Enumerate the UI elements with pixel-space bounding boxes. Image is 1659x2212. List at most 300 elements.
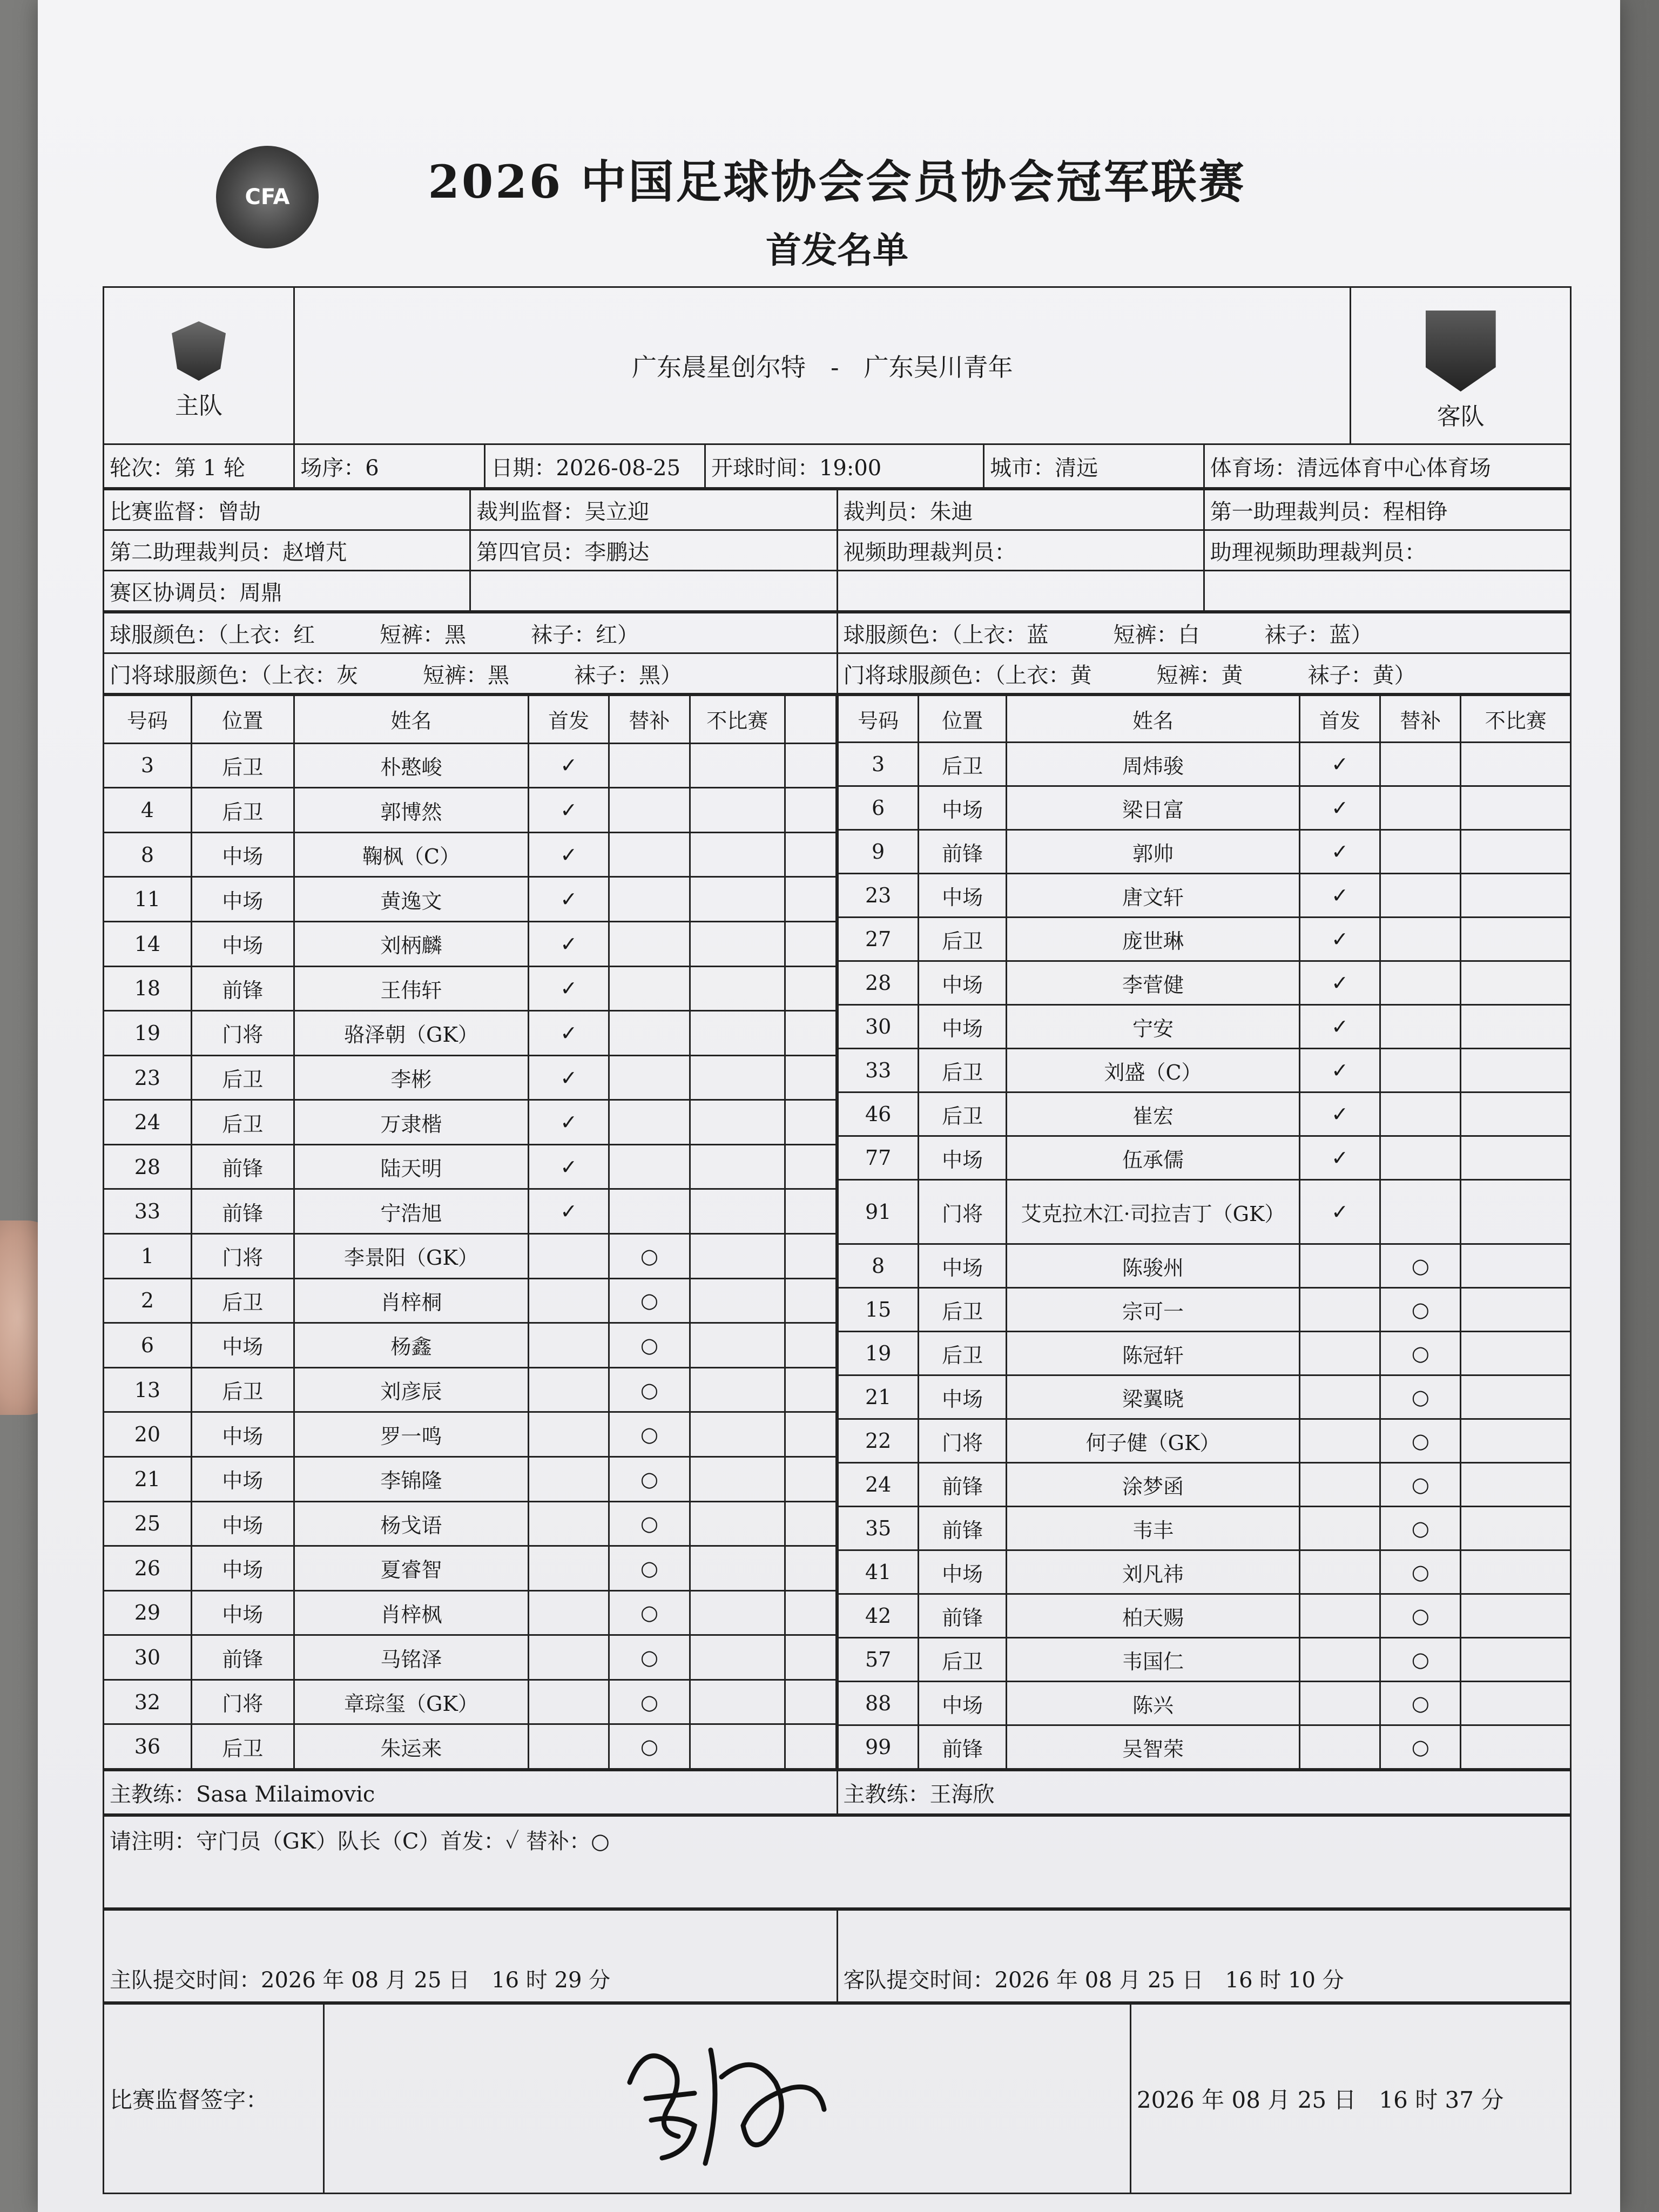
player-position: 后卫 — [919, 1092, 1007, 1136]
player-position: 后卫 — [191, 1724, 294, 1769]
player-position: 后卫 — [919, 1288, 1007, 1332]
player-row — [104, 832, 837, 877]
not-playing-cell — [1461, 918, 1571, 961]
player-name: 鞠枫（C） — [294, 832, 528, 877]
player-position: 中场 — [191, 832, 294, 877]
not-playing-cell — [690, 1590, 785, 1635]
player-position: 中场 — [191, 922, 294, 967]
sub-mark — [609, 966, 690, 1011]
starter-mark: ✓ — [1299, 1136, 1380, 1180]
player-name: 肖梓枫 — [294, 1590, 528, 1635]
player-number: 3 — [104, 743, 192, 788]
sub-mark: ○ — [1380, 1332, 1461, 1375]
sub-mark — [609, 1189, 690, 1234]
player-name: 万隶楷 — [294, 1100, 528, 1145]
player-position: 门将 — [191, 1011, 294, 1056]
sub-mark — [1380, 1092, 1461, 1136]
not-playing-cell — [690, 1323, 785, 1368]
sub-mark — [1380, 1180, 1461, 1244]
sub-mark: ○ — [1380, 1682, 1461, 1725]
player-row — [838, 1463, 1571, 1507]
sub-mark: ○ — [1380, 1594, 1461, 1638]
not-playing-cell — [1461, 1180, 1571, 1244]
not-playing-cell — [690, 1055, 785, 1100]
first-assistant: 第一助理裁判员：程相铮 — [1204, 490, 1570, 530]
sub-mark — [609, 1100, 690, 1145]
sub-mark: ○ — [609, 1456, 690, 1501]
player-name: 陈骏州 — [1007, 1244, 1300, 1288]
page-subtitle: 首发名单 — [766, 229, 908, 271]
player-name: 韦丰 — [1007, 1507, 1300, 1550]
player-name: 李景阳（GK） — [294, 1234, 528, 1279]
player-row — [838, 1682, 1571, 1725]
title-block — [103, 124, 1572, 286]
player-position: 后卫 — [919, 918, 1007, 961]
col-not-playing: 不比赛 — [1461, 696, 1571, 743]
player-name: 宗可一 — [1007, 1288, 1300, 1332]
col-starter: 首发 — [1299, 696, 1380, 743]
player-position: 中场 — [919, 1244, 1007, 1288]
col-sub: 替补 — [1380, 696, 1461, 743]
starter-mark: ✓ — [1299, 1049, 1380, 1092]
player-row — [104, 877, 837, 922]
player-row — [838, 961, 1571, 1005]
player-number: 29 — [104, 1590, 192, 1635]
player-position: 门将 — [919, 1419, 1007, 1463]
player-position: 中场 — [191, 1412, 294, 1457]
match-number: 场序：6 — [294, 444, 485, 488]
player-row — [838, 874, 1571, 918]
player-number: 57 — [838, 1638, 919, 1682]
starter-mark — [1299, 1244, 1380, 1288]
spacer-cell — [785, 788, 836, 833]
not-playing-cell — [690, 1546, 785, 1591]
player-name: 章琮玺（GK） — [294, 1680, 528, 1724]
starter-mark: ✓ — [529, 1055, 609, 1100]
sub-mark: ○ — [1380, 1244, 1461, 1288]
player-number: 91 — [838, 1180, 919, 1244]
sub-mark — [1380, 743, 1461, 786]
player-row — [838, 1594, 1571, 1638]
note-table — [103, 1815, 1572, 1909]
spacer-cell — [785, 1278, 836, 1323]
sub-mark: ○ — [1380, 1725, 1461, 1769]
player-row — [838, 1507, 1571, 1550]
player-position: 中场 — [191, 877, 294, 922]
sub-mark: ○ — [1380, 1638, 1461, 1682]
spacer-cell — [785, 1680, 836, 1724]
stadium: 体育场：清远体育中心体育场 — [1204, 444, 1570, 488]
spacer-cell — [785, 743, 836, 788]
player-row — [838, 1136, 1571, 1180]
player-name: 朴憨峻 — [294, 743, 528, 788]
player-row — [104, 1278, 837, 1323]
player-name: 杨戈语 — [294, 1501, 528, 1546]
player-number: 77 — [838, 1136, 919, 1180]
player-number: 26 — [104, 1546, 192, 1591]
player-number: 18 — [104, 966, 192, 1011]
player-row — [838, 1180, 1571, 1244]
player-position: 后卫 — [191, 1055, 294, 1100]
player-row — [104, 1546, 837, 1591]
player-name: 梁日富 — [1007, 786, 1300, 830]
player-number: 11 — [104, 877, 192, 922]
spacer-cell — [785, 1323, 836, 1368]
starter-mark — [1299, 1463, 1380, 1507]
player-position: 中场 — [919, 961, 1007, 1005]
sub-mark: ○ — [609, 1635, 690, 1680]
spacer-cell — [785, 966, 836, 1011]
starter-mark — [529, 1412, 609, 1457]
starter-mark — [1299, 1375, 1380, 1419]
not-playing-cell — [690, 832, 785, 877]
player-row — [838, 1092, 1571, 1136]
empty-cell — [837, 571, 1204, 611]
player-name: 陆天明 — [294, 1144, 528, 1189]
player-row — [838, 1375, 1571, 1419]
player-position: 后卫 — [919, 1332, 1007, 1375]
player-number: 3 — [838, 743, 919, 786]
not-playing-cell — [690, 1412, 785, 1457]
player-row — [104, 1456, 837, 1501]
player-row — [104, 1501, 837, 1546]
player-number: 33 — [104, 1189, 192, 1234]
sub-mark — [609, 788, 690, 833]
player-row — [104, 1189, 837, 1234]
player-name: 郭帅 — [1007, 830, 1300, 874]
referee: 裁判员：朱迪 — [837, 490, 1204, 530]
player-number: 20 — [104, 1412, 192, 1457]
player-name: 柏天赐 — [1007, 1594, 1300, 1638]
player-position: 中场 — [919, 1682, 1007, 1725]
sub-mark: ○ — [609, 1234, 690, 1279]
spacer-cell — [785, 1590, 836, 1635]
player-name: 艾克拉木江·司拉吉丁（GK） — [1007, 1180, 1300, 1244]
empty-cell — [1204, 571, 1570, 611]
legend-note: 请注明：守门员（GK）队长（C）首发：✓ 替补：○ — [104, 1816, 1571, 1908]
spacer-cell — [785, 877, 836, 922]
not-playing-cell — [690, 1011, 785, 1056]
player-row — [104, 1680, 837, 1724]
starter-mark: ✓ — [529, 1189, 609, 1234]
not-playing-cell — [690, 1100, 785, 1145]
signature-area — [323, 2004, 1130, 2194]
not-playing-cell — [1461, 1550, 1571, 1594]
sub-mark — [609, 877, 690, 922]
player-name: 郭博然 — [294, 788, 528, 833]
player-number: 2 — [104, 1278, 192, 1323]
document-body — [103, 124, 1572, 2194]
starter-mark: ✓ — [1299, 874, 1380, 918]
player-number: 14 — [104, 922, 192, 967]
not-playing-cell — [690, 922, 785, 967]
sub-mark: ○ — [609, 1278, 690, 1323]
not-playing-cell — [1461, 1005, 1571, 1049]
sub-mark: ○ — [609, 1501, 690, 1546]
col-position: 位置 — [191, 696, 294, 744]
player-position: 前锋 — [919, 1463, 1007, 1507]
player-number: 36 — [104, 1724, 192, 1769]
spacer-cell — [785, 1011, 836, 1056]
player-number: 21 — [104, 1456, 192, 1501]
player-position: 中场 — [919, 1136, 1007, 1180]
player-row — [838, 1049, 1571, 1092]
spacer-cell — [785, 1635, 836, 1680]
sub-mark: ○ — [1380, 1288, 1461, 1332]
not-playing-cell — [690, 1189, 785, 1234]
sub-mark: ○ — [609, 1323, 690, 1368]
not-playing-cell — [1461, 874, 1571, 918]
player-name: 陈兴 — [1007, 1682, 1300, 1725]
match-name: 广东晨星创尔特 - 广东吴川青年 — [294, 287, 1351, 444]
home-kit: 球服颜色：（上衣：红 短裤：黑 袜子：红） — [104, 613, 838, 653]
sub-mark: ○ — [1380, 1419, 1461, 1463]
player-number: 30 — [104, 1635, 192, 1680]
player-name: 何子健（GK） — [1007, 1419, 1300, 1463]
away-team-cell — [1351, 287, 1571, 444]
home-gk-kit: 门将球服颜色：（上衣：灰 短裤：黑 袜子：黑） — [104, 653, 838, 694]
starter-mark: ✓ — [1299, 1180, 1380, 1244]
match-supervisor: 比赛监督：曾劼 — [104, 490, 470, 530]
player-row — [104, 922, 837, 967]
player-row — [104, 1635, 837, 1680]
away-submit-time: 客队提交时间：2026 年 08 月 25 日 16 时 10 分 — [837, 1910, 1571, 2002]
spacer-cell — [785, 922, 836, 967]
not-playing-cell — [1461, 1463, 1571, 1507]
fourth-official: 第四官员：李鹏达 — [470, 530, 837, 571]
spacer-cell — [785, 1412, 836, 1457]
sub-mark: ○ — [1380, 1375, 1461, 1419]
player-name: 陈冠轩 — [1007, 1332, 1300, 1375]
player-name: 刘凡祎 — [1007, 1550, 1300, 1594]
col-number: 号码 — [104, 696, 192, 744]
sub-mark: ○ — [609, 1367, 690, 1412]
sub-mark: ○ — [1380, 1550, 1461, 1594]
away-coach: 主教练：王海欣 — [837, 1771, 1571, 1815]
player-name: 朱运来 — [294, 1724, 528, 1769]
home-roster-table — [103, 694, 837, 1770]
player-number: 19 — [838, 1332, 919, 1375]
player-position: 前锋 — [919, 1725, 1007, 1769]
sub-mark — [1380, 1136, 1461, 1180]
starter-mark — [1299, 1288, 1380, 1332]
sub-mark — [1380, 830, 1461, 874]
sub-mark — [1380, 961, 1461, 1005]
player-position: 后卫 — [191, 1100, 294, 1145]
player-number: 8 — [838, 1244, 919, 1288]
player-position: 中场 — [919, 874, 1007, 918]
not-playing-cell — [1461, 1507, 1571, 1550]
player-position: 后卫 — [919, 1049, 1007, 1092]
not-playing-cell — [1461, 1725, 1571, 1769]
player-number: 33 — [838, 1049, 919, 1092]
page-title: 2026 中国足球协会会员协会冠军联赛 — [428, 155, 1246, 208]
home-submit-time: 主队提交时间：2026 年 08 月 25 日 16 时 29 分 — [104, 1910, 838, 2002]
player-position: 前锋 — [919, 830, 1007, 874]
player-name: 刘彦辰 — [294, 1367, 528, 1412]
player-position: 前锋 — [191, 1144, 294, 1189]
player-number: 22 — [838, 1419, 919, 1463]
sub-mark — [609, 743, 690, 788]
cfa-logo-text: CFA — [245, 185, 290, 210]
kickoff-time: 开球时间：19:00 — [705, 444, 983, 488]
starter-mark: ✓ — [529, 743, 609, 788]
away-team-badge — [1426, 311, 1496, 392]
player-row — [838, 1005, 1571, 1049]
sub-mark — [609, 1011, 690, 1056]
referee-supervisor: 裁判监督：吴立迎 — [470, 490, 837, 530]
player-number: 27 — [838, 918, 919, 961]
signature-table — [103, 2003, 1572, 2194]
player-row — [104, 1590, 837, 1635]
player-position: 后卫 — [191, 788, 294, 833]
match-date: 日期：2026-08-25 — [485, 444, 705, 488]
sub-mark — [1380, 786, 1461, 830]
player-name: 夏睿智 — [294, 1546, 528, 1591]
signature-time: 2026 年 08 月 25 日 16 时 37 分 — [1130, 2004, 1570, 2194]
player-number: 21 — [838, 1375, 919, 1419]
player-name: 肖梓桐 — [294, 1278, 528, 1323]
player-row — [104, 1234, 837, 1279]
player-name: 刘盛（C） — [1007, 1049, 1300, 1092]
home-team-badge — [172, 321, 226, 381]
player-row — [104, 1100, 837, 1145]
player-row — [838, 786, 1571, 830]
player-number: 6 — [838, 786, 919, 830]
player-row — [838, 918, 1571, 961]
starter-mark — [529, 1590, 609, 1635]
player-name: 唐文轩 — [1007, 874, 1300, 918]
player-position: 后卫 — [919, 1638, 1007, 1682]
rosters — [103, 694, 1572, 1770]
spacer-cell — [785, 1189, 836, 1234]
player-position: 中场 — [191, 1456, 294, 1501]
col-name: 姓名 — [1007, 696, 1300, 743]
sub-mark: ○ — [609, 1680, 690, 1724]
starter-mark — [1299, 1550, 1380, 1594]
player-position: 前锋 — [919, 1594, 1007, 1638]
player-position: 中场 — [191, 1590, 294, 1635]
empty-cell — [470, 571, 837, 611]
not-playing-cell — [690, 1501, 785, 1546]
player-number: 99 — [838, 1725, 919, 1769]
player-number: 28 — [104, 1144, 192, 1189]
starter-mark — [1299, 1419, 1380, 1463]
sub-mark — [609, 1144, 690, 1189]
player-name: 宁浩旭 — [294, 1189, 528, 1234]
not-playing-cell — [1461, 1136, 1571, 1180]
player-row — [838, 1332, 1571, 1375]
sub-mark: ○ — [609, 1590, 690, 1635]
match-header-table — [103, 286, 1572, 489]
starter-mark: ✓ — [529, 788, 609, 833]
player-name: 罗一鸣 — [294, 1412, 528, 1457]
starter-mark: ✓ — [1299, 830, 1380, 874]
col-spacer — [785, 696, 836, 744]
spacer-cell — [785, 1144, 836, 1189]
not-playing-cell — [1461, 961, 1571, 1005]
col-sub: 替补 — [609, 696, 690, 744]
player-row — [838, 743, 1571, 786]
player-position: 中场 — [191, 1323, 294, 1368]
not-playing-cell — [1461, 830, 1571, 874]
away-kit: 球服颜色：（上衣：蓝 短裤：白 袜子：蓝） — [837, 613, 1571, 653]
col-number: 号码 — [838, 696, 919, 743]
player-position: 中场 — [919, 1550, 1007, 1594]
var: 视频助理裁判员： — [837, 530, 1204, 571]
not-playing-cell — [1461, 1332, 1571, 1375]
player-position: 中场 — [919, 786, 1007, 830]
player-row — [104, 1367, 837, 1412]
col-name: 姓名 — [294, 696, 528, 744]
player-position: 中场 — [919, 1375, 1007, 1419]
not-playing-cell — [1461, 743, 1571, 786]
player-position: 后卫 — [191, 1278, 294, 1323]
player-row — [104, 1144, 837, 1189]
player-row — [838, 1419, 1571, 1463]
player-position: 前锋 — [191, 966, 294, 1011]
not-playing-cell — [1461, 1375, 1571, 1419]
player-position: 前锋 — [191, 1189, 294, 1234]
player-number: 25 — [104, 1501, 192, 1546]
venue-coordinator: 赛区协调员：周鼎 — [104, 571, 470, 611]
player-number: 6 — [104, 1323, 192, 1368]
home-team-cell — [104, 287, 294, 444]
player-position: 中场 — [191, 1546, 294, 1591]
sub-mark — [1380, 874, 1461, 918]
player-number: 42 — [838, 1594, 919, 1638]
sub-mark — [1380, 1005, 1461, 1049]
starter-mark: ✓ — [529, 877, 609, 922]
spacer-cell — [785, 1546, 836, 1591]
player-number: 41 — [838, 1550, 919, 1594]
round: 轮次：第 1 轮 — [104, 444, 294, 488]
spacer-cell — [785, 1055, 836, 1100]
not-playing-cell — [1461, 1594, 1571, 1638]
player-name: 吴智荣 — [1007, 1725, 1300, 1769]
spacer-cell — [785, 1724, 836, 1769]
sub-mark — [609, 922, 690, 967]
starter-mark: ✓ — [529, 1144, 609, 1189]
starter-mark — [1299, 1594, 1380, 1638]
sub-mark — [609, 1055, 690, 1100]
starter-mark: ✓ — [529, 832, 609, 877]
spacer-cell — [785, 1456, 836, 1501]
player-row — [104, 1323, 837, 1368]
player-name: 李菅健 — [1007, 961, 1300, 1005]
starter-mark — [529, 1278, 609, 1323]
not-playing-cell — [1461, 1092, 1571, 1136]
starter-mark: ✓ — [529, 922, 609, 967]
player-position: 前锋 — [191, 1635, 294, 1680]
home-label: 主队 — [175, 392, 223, 420]
submission-table — [103, 1909, 1572, 2003]
handwritten-signature — [613, 2018, 840, 2180]
not-playing-cell — [1461, 786, 1571, 830]
away-label: 客队 — [1437, 403, 1485, 430]
not-playing-cell — [1461, 1419, 1571, 1463]
player-number: 24 — [838, 1463, 919, 1507]
player-name: 梁翼晓 — [1007, 1375, 1300, 1419]
player-name: 宁安 — [1007, 1005, 1300, 1049]
player-row — [104, 966, 837, 1011]
player-name: 涂梦函 — [1007, 1463, 1300, 1507]
coaches-table — [103, 1770, 1572, 1815]
col-starter: 首发 — [529, 696, 609, 744]
player-row — [104, 1011, 837, 1056]
starter-mark — [1299, 1638, 1380, 1682]
sub-mark: ○ — [609, 1412, 690, 1457]
